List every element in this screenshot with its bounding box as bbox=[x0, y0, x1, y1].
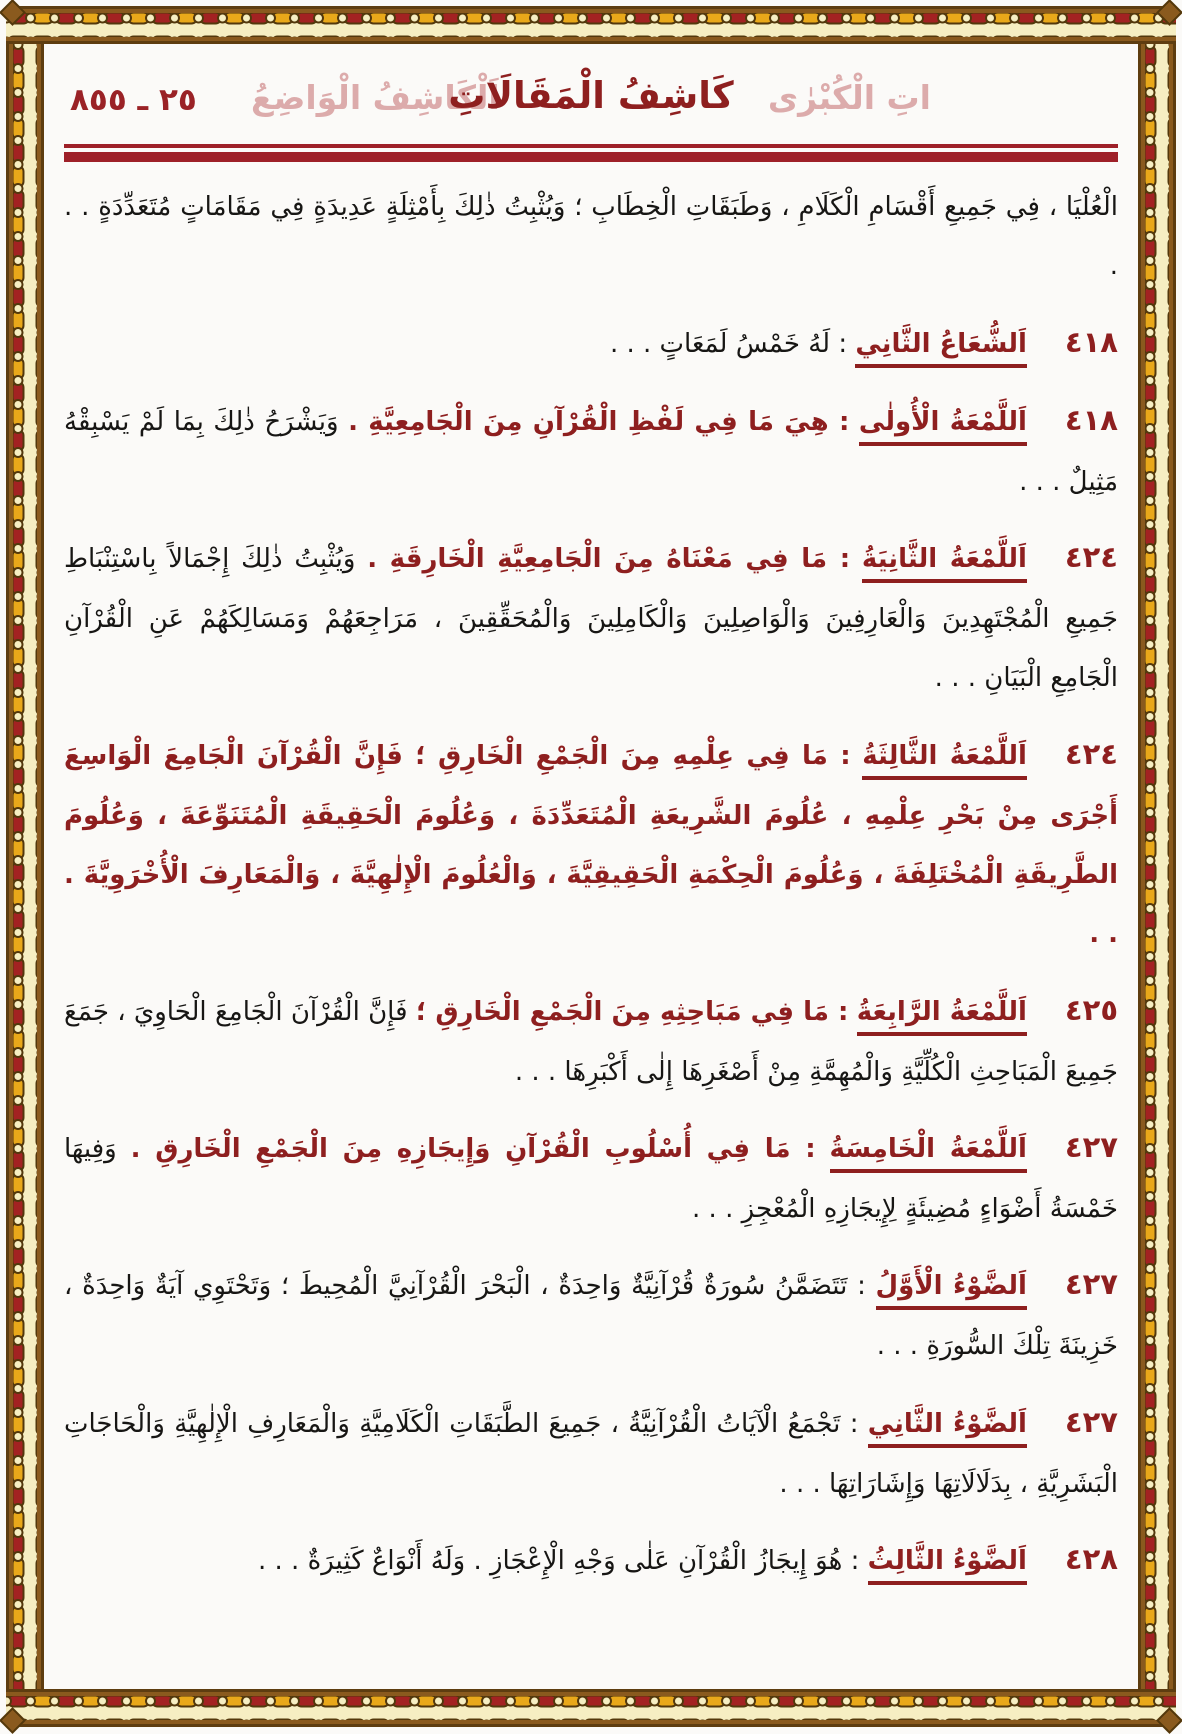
page-title: كَاشِفُ الْمَقَالَاتِ bbox=[448, 74, 734, 117]
header-rule-thick bbox=[64, 152, 1118, 162]
entry-heading: اَللَّمْعَةُ الثَّانِيَةُ bbox=[862, 544, 1027, 583]
toc-entry bbox=[64, 1114, 1118, 1239]
entry-heading: اَلضَّوْءُ الثَّانِي bbox=[868, 1409, 1027, 1448]
entry-page-number: ٤٢٤ bbox=[1064, 540, 1118, 575]
entry-page-number: ٤٢٧ bbox=[1064, 1267, 1119, 1302]
entry-body-text: فَإِنَّ الْقُرْآنَ الْجَامِعَ الْحَاوِيَ ، جَمَعَ جَمِيعَ الْمَبَاحِثِ الْكُلِّيَّةِ وَالْمُهِمَّةِ مِنْ أَصْغَرِهَا إِلٰى أَكْبَرِهَا . . . bbox=[64, 996, 1118, 1087]
toc-entry bbox=[64, 721, 1118, 965]
watermark-fragment-left: اَلْكَاشِفُ الْوَاضِعُ bbox=[251, 78, 500, 117]
entry-page-number: ٤٢٧ bbox=[1064, 1129, 1119, 1164]
entry-heading: اَلشُّعَاعُ الثَّانِي bbox=[855, 329, 1027, 368]
entry-red-text: : مَا فِي عِلْمِهِ مِنَ الْجَمْعِ الْخَارِقِ ؛ فَإِنَّ الْقُرْآنَ الْجَامِعَ الْوَاسِعَ أَجْرَى مِنْ بَحْرِ عِلْمِهِ ، عُلُومَ الشَّرِيعَةِ الْمُتَعَدِّدَةَ ، وَعُلُومَ الْحَقِيقَةِ الْمُتَنَوِّعَةَ ، وَعُلُومَ الطَّرِيقَةِ الْمُخْتَلِفَةَ ، وَعُلُومَ الْحِكْمَةِ الْحَقِيقِيَّةَ ، وَالْعُلُومَ الْإِلٰهِيَّةَ ، وَالْمَعَارِفَ الْأُخْرَوِيَّةَ . . . bbox=[64, 740, 1118, 950]
entry-body-text: وَيُثْبِتُ ذٰلِكَ إِجْمَالاً بِاسْتِنْبَاطِ جَمِيعِ الْمُجْتَهِدِينَ وَالْعَارِفِينَ وَالْوَاصِلِينَ وَالْكَامِلِينَ وَالْمُحَقِّقِينَ ، مَرَاجِعَهُمْ وَمَسَالِكَهُمْ عَنِ الْقُرْآنِ الْجَامِعِ الْبَيَانِ . . . bbox=[64, 544, 1118, 694]
toc-body bbox=[64, 178, 1118, 1592]
entry-body-text: وَيَشْرَحُ ذٰلِكَ بِمَا لَمْ يَسْبِقْهُ مَثِيلٌ . . . bbox=[64, 406, 1118, 497]
watermark-fragment-right: اتِ الْكُبْرٰى bbox=[767, 78, 931, 117]
border-left-chain bbox=[6, 44, 44, 1689]
toc-entry bbox=[64, 524, 1118, 709]
entry-heading: اَللَّمْعَةُ الرَّابِعَةُ bbox=[857, 997, 1027, 1036]
entry-heading: اَللَّمْعَةُ الثَّالِثَةُ bbox=[862, 741, 1027, 780]
entry-red-text: : مَا فِي أُسْلُوبِ الْقُرْآنِ وَإِيجَازِهِ مِنَ الْجَمْعِ الْخَارِقِ . bbox=[130, 1133, 816, 1164]
page-range: ٢٥ ـ ٨٥٥ bbox=[70, 82, 197, 118]
toc-entry bbox=[64, 1389, 1118, 1514]
title-wrap bbox=[64, 72, 1118, 136]
toc-entry bbox=[64, 1526, 1118, 1592]
toc-entry bbox=[64, 1251, 1118, 1376]
border-bottom-chain bbox=[6, 1689, 1176, 1727]
page-content bbox=[64, 72, 1118, 1592]
intro-paragraph: الْعُلْيَا ، فِي جَمِيعِ أَقْسَامِ الْكَلَامِ ، وَطَبَقَاتِ الْخِطَابِ ؛ وَيُثْبِتُ ذٰلِكَ بِأَمْثِلَةٍ عَدِيدَةٍ فِي مَقَامَاتٍ مُتَعَدِّدَةٍ . . . bbox=[64, 192, 1118, 282]
entry-heading: اَلضَّوْءُ الْأَوَّلُ bbox=[876, 1271, 1027, 1310]
toc-entry bbox=[64, 977, 1118, 1102]
header-rule-thin bbox=[64, 144, 1118, 148]
entry-red-text: : مَا فِي مَبَاحِثِهِ مِنَ الْجَمْعِ الْخَارِقِ ؛ bbox=[415, 996, 849, 1027]
border-right-chain bbox=[1138, 44, 1176, 1689]
entry-body-text: : تَتَضَمَّنُ سُورَةٌ قُرْآنِيَّةٌ وَاحِدَةٌ ، الْبَحْرَ الْقُرْآنِيَّ الْمُحِيطَ ؛ وَتَحْتَوِي آيَةٌ وَاحِدَةٌ ، خَزِينَةَ تِلْكَ السُّورَةِ . . . bbox=[64, 1271, 1118, 1362]
toc-entries bbox=[64, 309, 1118, 1593]
entry-heading: اَللَّمْعَةُ الْأُولٰى bbox=[859, 407, 1027, 446]
entry-heading: اَللَّمْعَةُ الْخَامِسَةُ bbox=[830, 1134, 1027, 1173]
entry-heading: اَلضَّوْءُ الثَّالِثُ bbox=[868, 1546, 1027, 1585]
toc-entry bbox=[64, 387, 1118, 512]
entry-body-text: : هُوَ إِيجَازُ الْقُرْآنِ عَلٰى وَجْهِ الْإِعْجَازِ . وَلَهُ أَنْوَاعٌ كَثِيرَةٌ . . . bbox=[257, 1546, 860, 1577]
running-head bbox=[64, 72, 1118, 136]
entry-body-text: : تَجْمَعُ الْآيَاتُ الْقُرْآنِيَّةُ ، جَمِيعَ الطَّبَقَاتِ الْكَلَامِيَّةِ وَالْمَعَارِفِ الْإِلٰهِيَّةِ وَالْحَاجَاتِ الْبَشَرِيَّةِ ، بِدَلَالَاتِهَا وَإِشَارَاتِهَا . . . bbox=[64, 1408, 1118, 1499]
entry-page-number: ٤٢٤ bbox=[1064, 736, 1119, 771]
entry-body-text: : لَهُ خَمْسُ لَمَعَاتٍ . . . bbox=[609, 328, 848, 359]
entry-body-text: وَفِيهَا خَمْسَةُ أَضْوَاءٍ مُضِيئَةٍ لِإِيجَازِهِ الْمُعْجِزِ . . . bbox=[64, 1133, 1118, 1225]
entry-page-number: ٤٢٥ bbox=[1064, 992, 1119, 1027]
entry-red-text: : هِيَ مَا فِي لَفْظِ الْقُرْآنِ مِنَ الْجَامِعِيَّةِ . bbox=[348, 406, 850, 437]
entry-page-number: ٤٢٨ bbox=[1064, 1542, 1118, 1577]
entry-page-number: ٤١٨ bbox=[1064, 402, 1119, 437]
border-top-chain bbox=[6, 6, 1176, 44]
entry-red-text: : مَا فِي مَعْنَاهُ مِنَ الْجَامِعِيَّةِ الْخَارِقَةِ . bbox=[367, 544, 851, 575]
toc-entry bbox=[64, 309, 1118, 375]
entry-page-number: ٤١٨ bbox=[1064, 324, 1118, 359]
entry-page-number: ٤٢٧ bbox=[1064, 1404, 1119, 1439]
